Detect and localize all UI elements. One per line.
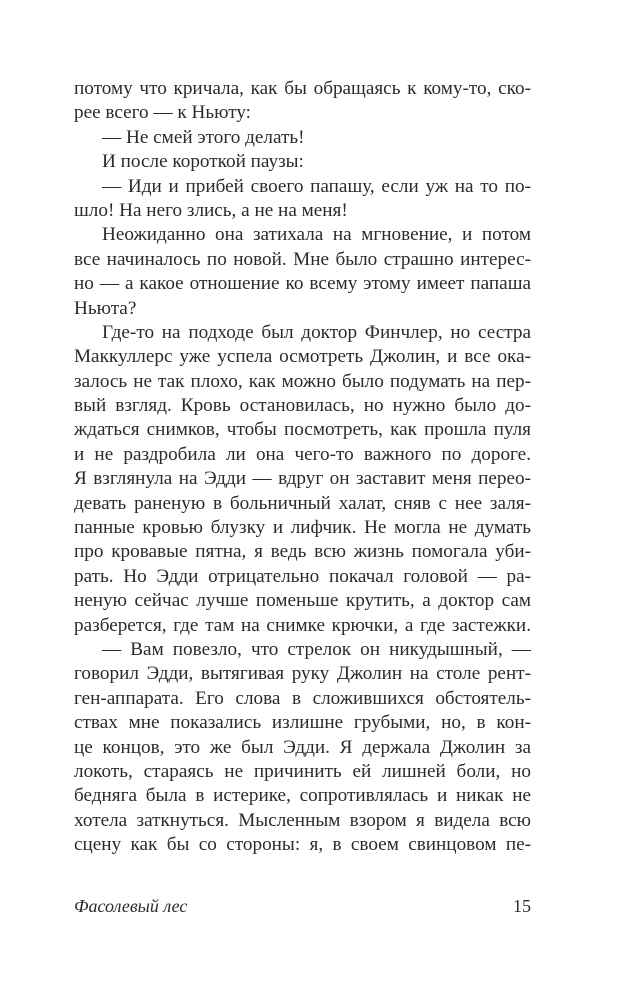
text-line: разберется, где там на снимке крючки, а где застежки. [74, 614, 531, 636]
text-line: рее всего — к Ньюту: [74, 102, 252, 124]
text-line: рать. Но Эдди отрицательно покачал головой — ра- [74, 565, 531, 587]
text-line: Ньюта? [74, 297, 137, 319]
text-line: говорил Эдди, вытягивая руку Джолин на столе рент- [74, 663, 531, 685]
page-number: 15 [513, 896, 531, 916]
text-line: локоть, стараясь не причинить ей лишней боли, но [74, 760, 531, 782]
text-line: шло! На него злись, а не на меня! [74, 199, 348, 221]
text-line: потому что кричала, как бы обращаясь к кому-то, ско- [74, 78, 531, 99]
text-line: Где-то на подходе был доктор Финчлер, но сестра [102, 321, 531, 343]
text-line: панные кровью блузку и лифчик. Не могла не думать [74, 517, 531, 539]
text-line: но — а какое отношение ко всему этому имеет папаша [74, 273, 531, 295]
text-line: Я взглянула на Эдди — вдруг он заставит меня переo- [74, 468, 531, 490]
text-line: Неожиданно она затихала на мгновение, и потом [102, 224, 531, 246]
text-line: все начиналось по новой. Мне было страшно интерес- [74, 248, 531, 270]
text-line: — Не смей этого делать! [102, 126, 305, 148]
text-line: це концов, это же был Эдди. Я держала Джолин за [74, 736, 531, 758]
page-body [74, 77, 531, 858]
text-line: ген-аппарата. Его слова в сложившихся обстоятель- [74, 687, 531, 709]
text-line: сцену как бы со стороны: я, в своем свинцовом пе- [74, 834, 531, 856]
text-line: — Иди и прибей своего папашу, если уж на то по- [102, 175, 531, 197]
text-line: хотела заткнуться. Мысленным взором я видела всю [74, 809, 531, 831]
text-line: ждаться снимков, чтобы посмотреть, как прошла пуля [74, 419, 531, 441]
text-line: И после короткой паузы: [102, 151, 304, 173]
page-footer [74, 896, 531, 917]
text-line: и не раздробила ли она чего-то важного по дороге. [74, 443, 531, 465]
text-line: бедняга была в истерике, сопротивлялась и никак не [74, 785, 531, 807]
text-line: про кровавые пятна, я ведь всю жизнь помогала уби- [74, 541, 531, 563]
text-line: Маккуллерс уже успела осмотреть Джолин, и все ока- [74, 346, 531, 368]
text-line: девать раненую в больничный халат, сняв с нее заля- [74, 492, 531, 514]
text-line: ствах мне показались излишне грубыми, но, в кон- [74, 712, 531, 734]
text-line: неную сейчас лучше поменьше крутить, а доктор сам [74, 590, 531, 612]
running-title: Фасолевый лес [74, 896, 188, 916]
text-line: вый взгляд. Кровь остановилась, но нужно было до- [74, 395, 531, 417]
text-line: залось не так плохо, как можно было подумать на пер- [74, 370, 531, 392]
text-line: — Вам повезло, что стрелок он никудышный, — [102, 638, 531, 660]
